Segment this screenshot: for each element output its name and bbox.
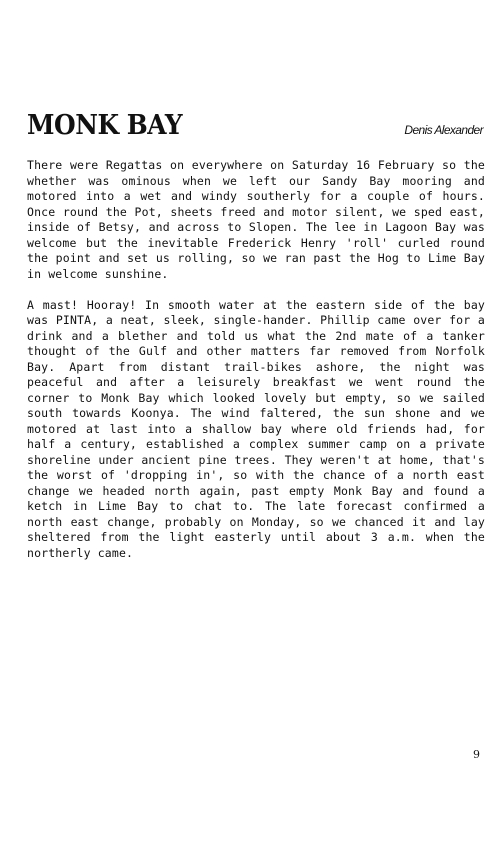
article-paragraph-2: A mast! Hooray! In smooth water at the eastern side of the bay was PINTA, a neat, sleek, single-hander. Phillip came over for a drink and a blether and told us what the 2nd mate of a tanker thought of the Gulf and other matters far removed from Norfolk Bay. Apart from distant trail-bikes ashore, the night was peaceful and after a leisurely breakfast we went round the corner to Monk Bay which looked lovely but empty, so we sailed south towards Koonya. The wind faltered, the sun shone and we motored at last into a shallow bay where old friends had, for half a century, established a complex summer camp on a private shoreline under ancient pine trees. They weren't at home, that's the worst of 'dropping in', so with the chance of a north east change we headed north again, past empty Monk Bay and found a ketch in Lime Bay to chat to. The late forecast confirmed a north east change, probably on Monday, so we chanced it and lay sheltered from the light easterly until about 3 a.m. when the northerly came.	[27, 297, 485, 560]
article-body	[27, 158, 485, 561]
article-author: Denis Alexander	[404, 123, 483, 137]
article-header	[27, 106, 485, 146]
page-number: 9	[473, 748, 480, 761]
article-title: MONK BAY	[27, 110, 183, 141]
article-paragraph-1: There were Regattas on everywhere on Saturday 16 February so the whether was ominous when we left our Sandy Bay mooring and motored into a wet and windy southerly for a couple of hours. Once round the Pot, sheets freed and motor silent, we sped east, inside of Betsy, and across to Slopen. The lee in Lagoon Bay was welcome but the inevitable Frederick Henry 'roll' curled round the point and set us rolling, so we ran past the Hog to Lime Bay in welcome sunshine.	[27, 158, 485, 281]
